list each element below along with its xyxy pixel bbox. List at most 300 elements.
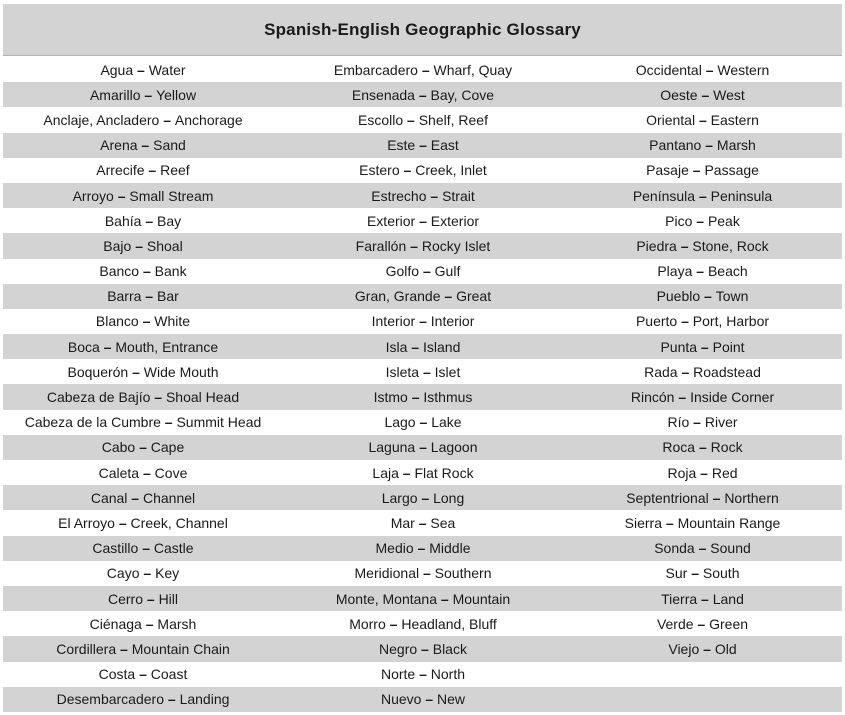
glossary-entry (563, 616, 842, 632)
term-separator: – (695, 187, 711, 204)
spanish-term: Tierra (661, 590, 698, 607)
spanish-term: Castillo (92, 540, 139, 557)
english-term: Long (433, 489, 465, 506)
term-separator: – (700, 288, 716, 305)
spanish-term: Cerro (107, 590, 143, 607)
glossary-entry (563, 364, 842, 380)
spanish-term: Pasaje (646, 162, 689, 179)
term-separator: – (413, 540, 430, 557)
spanish-term: Blanco (95, 313, 139, 330)
english-term: Mountain Range (677, 514, 781, 531)
spanish-term: Septentrional (626, 489, 709, 506)
english-term: Lagoon (430, 439, 478, 456)
table-row (3, 485, 842, 510)
spanish-term: Estrecho (371, 187, 427, 204)
spanish-term: Oriental (646, 111, 696, 128)
spanish-term: Exterior (366, 212, 416, 229)
spanish-term: Rada (644, 363, 678, 380)
glossary-entry (3, 540, 283, 556)
glossary-entry (563, 137, 842, 153)
term-separator: – (141, 288, 157, 305)
spanish-term: Canal (90, 489, 128, 506)
term-separator: – (144, 162, 161, 179)
english-term: Eastern (710, 111, 759, 128)
spanish-term: Nuevo (380, 691, 422, 708)
term-separator: – (141, 615, 158, 632)
english-term: Wharf, Quay (433, 61, 513, 78)
spanish-term: Cordillera (56, 640, 117, 657)
spanish-term: Cabeza de la Cumbre (24, 414, 161, 431)
spanish-term: Bajo (103, 237, 132, 254)
spanish-term: Occidental (635, 61, 702, 78)
glossary-entry (3, 263, 283, 279)
table-row (3, 107, 842, 132)
glossary-entry (3, 87, 283, 103)
table-row (3, 233, 842, 258)
term-separator: – (399, 162, 416, 179)
term-separator: – (135, 666, 151, 683)
glossary-entry (3, 565, 283, 581)
term-separator: – (133, 61, 149, 78)
term-separator: – (407, 389, 424, 406)
term-separator: – (701, 61, 718, 78)
term-separator: – (697, 338, 713, 355)
english-term: Sea (430, 514, 456, 531)
term-separator: – (692, 212, 708, 229)
glossary-entry (283, 465, 563, 481)
spanish-term: Oeste (660, 86, 698, 103)
english-term: West (713, 86, 745, 103)
spanish-term: Escollo (358, 111, 404, 128)
spanish-term: Istmo (373, 389, 408, 406)
english-term: Summit Head (176, 414, 262, 431)
term-separator: – (708, 489, 725, 506)
glossary-entry (283, 188, 563, 204)
term-separator: – (697, 86, 714, 103)
glossary-entry (3, 213, 283, 229)
glossary-entry (563, 641, 842, 657)
term-separator: – (437, 590, 453, 607)
english-term: Rock (710, 439, 743, 456)
spanish-term: Arrecife (96, 162, 145, 179)
term-separator: – (674, 389, 691, 406)
glossary-entry (563, 112, 842, 128)
glossary-entry (283, 591, 563, 607)
english-term: Exterior (430, 212, 480, 229)
spanish-term: Sur (665, 565, 688, 582)
term-separator: – (414, 86, 431, 103)
english-term: Channel (143, 489, 196, 506)
glossary-title: Spanish-English Geographic Glossary (264, 19, 581, 39)
english-term: Landing (179, 691, 230, 708)
glossary-entry (563, 238, 842, 254)
glossary-entry (283, 515, 563, 531)
term-separator: – (676, 237, 693, 254)
glossary-entry (563, 389, 842, 405)
term-separator: – (689, 414, 705, 431)
spanish-term: Cabo (101, 439, 136, 456)
glossary-entry (563, 490, 842, 506)
glossary-entry (283, 666, 563, 682)
spanish-term: Morro (349, 615, 386, 632)
english-term: East (430, 137, 459, 154)
glossary-entry (563, 565, 842, 581)
spanish-term: Viejo (668, 640, 700, 657)
glossary-entry (283, 691, 563, 707)
table-row (3, 183, 842, 208)
term-separator: – (114, 514, 131, 531)
english-term: Coast (150, 666, 188, 683)
glossary-entry (283, 213, 563, 229)
term-separator: – (693, 615, 710, 632)
title-bar (3, 4, 842, 56)
table-row (3, 435, 842, 460)
term-separator: – (139, 565, 156, 582)
english-term: Mountain Chain (131, 640, 230, 657)
term-separator: – (419, 263, 435, 280)
term-separator: – (696, 464, 712, 481)
term-separator: – (692, 263, 708, 280)
term-separator: – (417, 61, 434, 78)
term-separator: – (142, 590, 159, 607)
term-separator: – (421, 691, 438, 708)
term-separator: – (137, 137, 154, 154)
term-separator: – (415, 212, 431, 229)
glossary-entry (563, 313, 842, 329)
spanish-term: Isla (385, 338, 408, 355)
english-term: Land (712, 590, 744, 607)
english-term: Creek, Channel (130, 514, 228, 531)
term-separator: – (417, 489, 434, 506)
term-separator: – (415, 666, 431, 683)
spanish-term: Mar (390, 514, 415, 531)
english-term: Cape (150, 439, 185, 456)
term-separator: – (139, 464, 155, 481)
table-row (3, 133, 842, 158)
english-term: Shoal Head (165, 389, 240, 406)
term-separator: – (419, 565, 435, 582)
table-row (3, 384, 842, 409)
glossary-entry (283, 565, 563, 581)
glossary-entry (3, 313, 283, 329)
term-separator: – (677, 363, 694, 380)
glossary-entry (3, 465, 283, 481)
glossary-entry (3, 162, 283, 178)
spanish-term: Laguna (368, 439, 416, 456)
english-term: Peninsula (710, 187, 773, 204)
term-separator: – (426, 187, 443, 204)
glossary-rows (3, 57, 842, 712)
glossary-entry (283, 112, 563, 128)
term-separator: – (138, 313, 155, 330)
glossary-entry (3, 288, 283, 304)
glossary-entry (283, 389, 563, 405)
spanish-term: Pico (665, 212, 693, 229)
glossary-entry (563, 62, 842, 78)
glossary-entry (3, 591, 283, 607)
spanish-term: Península (632, 187, 696, 204)
english-term: South (702, 565, 740, 582)
term-separator: – (440, 288, 457, 305)
spanish-term: Caleta (98, 464, 140, 481)
term-separator: – (116, 640, 132, 657)
glossary-entry (283, 364, 563, 380)
spanish-term: Playa (657, 263, 693, 280)
english-term: Old (714, 640, 737, 657)
glossary-entry (283, 137, 563, 153)
glossary-entry (563, 439, 842, 455)
english-term: Marsh (716, 137, 756, 154)
spanish-term: Verde (656, 615, 694, 632)
glossary-entry (283, 238, 563, 254)
glossary-entry (563, 188, 842, 204)
english-term: Interior (430, 313, 475, 330)
term-separator: – (160, 414, 177, 431)
term-separator: – (159, 111, 175, 128)
english-term: Rocky Islet (421, 237, 491, 254)
spanish-term: Laja (372, 464, 399, 481)
table-row (3, 158, 842, 183)
spanish-term: Boquerón (67, 363, 129, 380)
term-separator: – (414, 514, 431, 531)
english-term: Yellow (156, 86, 197, 103)
term-separator: – (113, 187, 130, 204)
english-term: Shelf, Reef (418, 111, 488, 128)
term-separator: – (695, 439, 711, 456)
english-term: Castle (153, 540, 194, 557)
spanish-term: Lago (384, 414, 416, 431)
glossary-entry (563, 591, 842, 607)
glossary-entry (283, 288, 563, 304)
glossary-entry (563, 213, 842, 229)
glossary-entry (283, 641, 563, 657)
english-term: Northern (724, 489, 779, 506)
term-separator: – (398, 464, 415, 481)
glossary-entry (3, 666, 283, 682)
spanish-term: Costa (98, 666, 136, 683)
table-row (3, 359, 842, 384)
table-row (3, 586, 842, 611)
english-term: Gulf (434, 263, 461, 280)
spanish-term: El Arroyo (58, 514, 115, 531)
spanish-term: Río (667, 414, 690, 431)
table-row (3, 334, 842, 359)
term-separator: – (128, 363, 144, 380)
spanish-term: Bahía (104, 212, 142, 229)
english-term: Black (432, 640, 467, 657)
term-separator: – (677, 313, 693, 330)
glossary-entry (3, 238, 283, 254)
table-row (3, 687, 842, 712)
glossary-entry (3, 439, 283, 455)
glossary-entry (283, 62, 563, 78)
english-term: Wide Mouth (143, 363, 219, 380)
term-separator: – (403, 111, 419, 128)
glossary-entry (283, 439, 563, 455)
table-row (3, 510, 842, 535)
glossary-entry (3, 62, 283, 78)
english-term: New (437, 691, 466, 708)
english-term: Great (456, 288, 492, 305)
glossary-entry (283, 540, 563, 556)
term-separator: – (135, 439, 151, 456)
english-term: Island (423, 338, 461, 355)
english-term: North (430, 666, 466, 683)
spanish-term: Negro (379, 640, 418, 657)
glossary-entry (283, 616, 563, 632)
glossary-entry (3, 137, 283, 153)
term-separator: – (694, 540, 711, 557)
term-separator: – (406, 237, 422, 254)
spanish-term: Farallón (355, 237, 407, 254)
spanish-term: Largo (381, 489, 418, 506)
term-separator: – (138, 540, 154, 557)
glossary-entry (3, 389, 283, 405)
table-row (3, 536, 842, 561)
english-term: Islet (434, 363, 461, 380)
english-term: White (154, 313, 191, 330)
glossary-entry (283, 313, 563, 329)
english-term: Headland, Bluff (401, 615, 497, 632)
spanish-term: Ensenada (351, 86, 415, 103)
english-term: Marsh (157, 615, 197, 632)
english-term: Middle (429, 540, 471, 557)
english-term: Bank (154, 263, 187, 280)
spanish-term: Gran, Grande (354, 288, 441, 305)
term-separator: – (150, 389, 166, 406)
spanish-term: Pueblo (656, 288, 701, 305)
glossary-entry (3, 112, 283, 128)
term-separator: – (419, 363, 435, 380)
glossary-entry (283, 263, 563, 279)
glossary-entry (563, 339, 842, 355)
spanish-term: Embarcadero (333, 61, 418, 78)
spanish-term: Roja (667, 464, 697, 481)
table-row (3, 208, 842, 233)
spanish-term: Puerto (635, 313, 678, 330)
english-term: Creek, Inlet (415, 162, 487, 179)
english-term: Bar (157, 288, 179, 305)
spanish-term: Este (387, 137, 416, 154)
term-separator: – (701, 137, 717, 154)
spanish-term: Amarillo (89, 86, 141, 103)
term-separator: – (385, 615, 402, 632)
english-term: Point (712, 338, 745, 355)
english-term: Cove (154, 464, 188, 481)
term-separator: – (140, 86, 157, 103)
term-separator: – (699, 640, 715, 657)
glossary-entry (3, 188, 283, 204)
english-term: Water (148, 61, 186, 78)
glossary-entry (3, 616, 283, 632)
table-row (3, 57, 842, 82)
table-row (3, 662, 842, 687)
english-term: Sound (710, 540, 751, 557)
table-row (3, 309, 842, 334)
english-term: Stone, Rock (692, 237, 769, 254)
glossary-entry (3, 490, 283, 506)
english-term: Red (711, 464, 738, 481)
glossary-entry (3, 414, 283, 430)
english-term: Flat Rock (414, 464, 474, 481)
spanish-term: Piedra (636, 237, 677, 254)
english-term: Peak (707, 212, 740, 229)
english-term: Lake (431, 414, 462, 431)
spanish-term: Norte (380, 666, 416, 683)
english-term: Small Stream (129, 187, 214, 204)
spanish-term: Meridional (354, 565, 420, 582)
term-separator: – (127, 489, 143, 506)
term-separator: – (415, 414, 432, 431)
glossary-entry (3, 364, 283, 380)
spanish-term: Cabeza de Bajío (46, 389, 151, 406)
glossary-entry (3, 691, 283, 707)
english-term: Bay, Cove (430, 86, 495, 103)
term-separator: – (687, 565, 703, 582)
spanish-term: Arroyo (72, 187, 114, 204)
spanish-term: Isleta (385, 363, 420, 380)
glossary-table (3, 4, 842, 712)
term-separator: – (695, 111, 711, 128)
spanish-term: Banco (99, 263, 140, 280)
english-term: Inside Corner (690, 389, 775, 406)
glossary-entry (563, 263, 842, 279)
spanish-term: Rincón (630, 389, 675, 406)
glossary-entry (283, 162, 563, 178)
spanish-term: Golfo (385, 263, 420, 280)
spanish-term: Cayo (106, 565, 140, 582)
english-term: Bay (157, 212, 182, 229)
glossary-entry (563, 414, 842, 430)
glossary-entry (563, 515, 842, 531)
spanish-term: Anclaje, Ancladero (43, 111, 160, 128)
term-separator: – (99, 338, 116, 355)
term-separator: – (415, 313, 431, 330)
english-term: Town (715, 288, 749, 305)
term-separator: – (662, 514, 678, 531)
spanish-term: Barra (107, 288, 142, 305)
spanish-term: Monte, Montana (335, 590, 437, 607)
table-row (3, 284, 842, 309)
term-separator: – (688, 162, 705, 179)
term-separator: – (415, 137, 431, 154)
glossary-entry (283, 339, 563, 355)
spanish-term: Roca (662, 439, 696, 456)
table-row (3, 611, 842, 636)
glossary-entry (3, 515, 283, 531)
spanish-term: Desembarcadero (56, 691, 164, 708)
spanish-term: Boca (67, 338, 100, 355)
english-term: Isthmus (423, 389, 473, 406)
english-term: Southern (434, 565, 492, 582)
english-term: Shoal (146, 237, 183, 254)
english-term: Green (709, 615, 749, 632)
glossary-entry (563, 540, 842, 556)
spanish-term: Ciénaga (89, 615, 142, 632)
term-separator: – (131, 237, 147, 254)
term-separator: – (417, 640, 433, 657)
spanish-term: Estero (359, 162, 400, 179)
spanish-term: Arena (100, 137, 138, 154)
spanish-term: Sierra (624, 514, 663, 531)
glossary-entry (283, 490, 563, 506)
glossary-entry (563, 465, 842, 481)
english-term: River (704, 414, 738, 431)
glossary-entry (3, 339, 283, 355)
spanish-term: Sonda (654, 540, 695, 557)
term-separator: – (697, 590, 713, 607)
term-separator: – (139, 263, 155, 280)
